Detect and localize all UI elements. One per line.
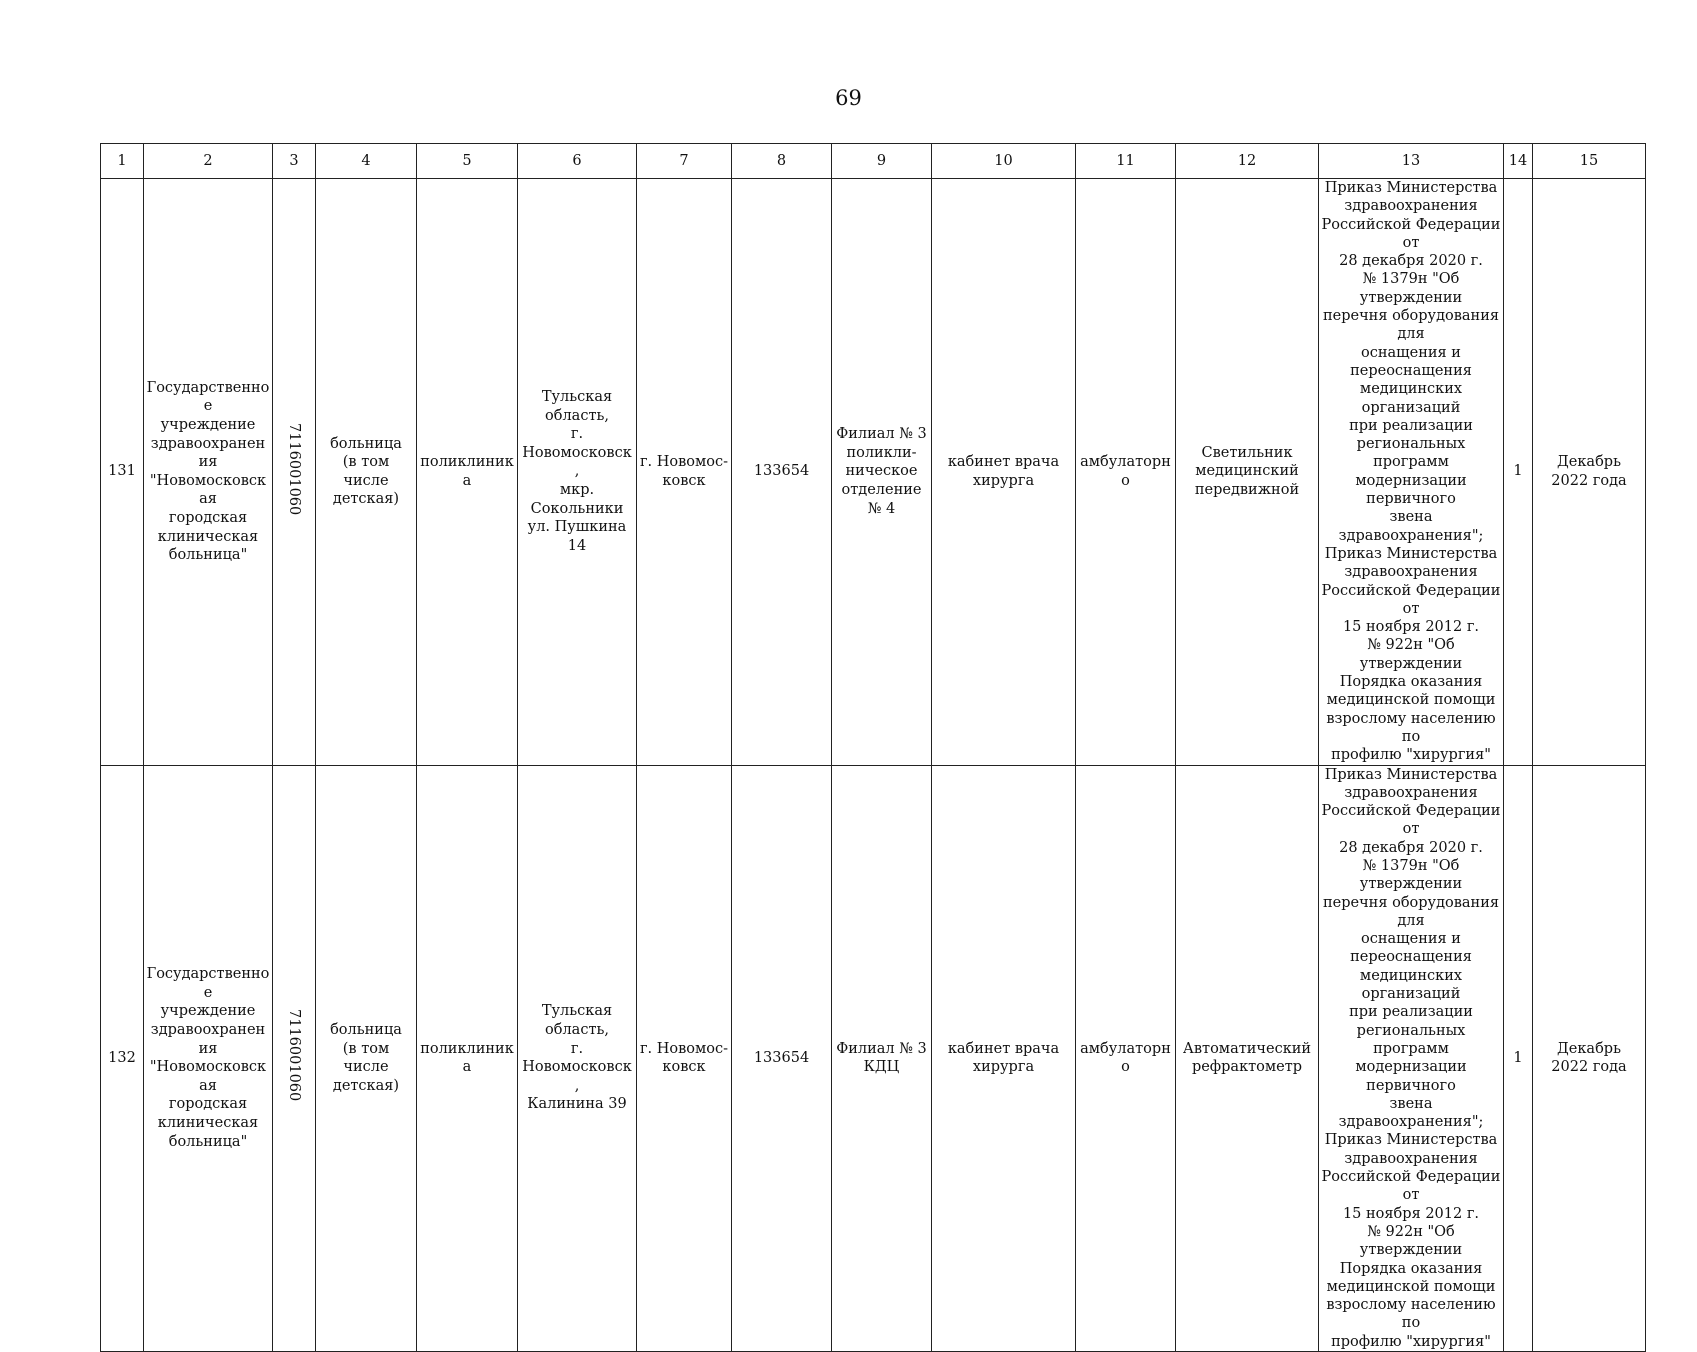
header-cell: 11: [1076, 144, 1176, 179]
header-cell: 9: [832, 144, 932, 179]
page-number: 69: [835, 86, 862, 110]
city: г. Новомос- ковск: [637, 179, 732, 766]
organization-code: 7116001060: [273, 765, 316, 1352]
equipment-table: [100, 143, 1646, 1352]
header-cell: 8: [732, 144, 832, 179]
quantity: 1: [1504, 765, 1533, 1352]
equipment-name: Автоматический рефрактометр: [1176, 765, 1319, 1352]
header-cell: 2: [144, 144, 273, 179]
table-row: [101, 765, 1646, 1352]
address: Тульская область, г. Новомосковск, мкр. Сокольники ул. Пушкина 14: [518, 179, 637, 766]
organization-name: Государственное учреждение здравоохранения "Новомосковская городская клиническая больница": [144, 179, 273, 766]
header-cell: 6: [518, 144, 637, 179]
header-cell: 4: [316, 144, 417, 179]
header-cell: 15: [1533, 144, 1646, 179]
equipment-name: Светильник медицинский передвижной: [1176, 179, 1319, 766]
row-number: 132: [101, 765, 144, 1352]
city: г. Новомос- ковск: [637, 765, 732, 1352]
care-condition: амбулаторно: [1076, 179, 1176, 766]
legal-basis: Приказ Министерства здравоохранения Российской Федерации от 28 декабря 2020 г. № 1379н "Об утверждении перечня оборудования для оснащения и переоснащения медицинских организаций при реализации региональных программ модернизации первичного звена здравоохранения"; Приказ Министерства здравоохранения Российской Федерации от 15 ноября 2012 г. № 922н "Об утверждении Порядка оказания медицинской помощи взрослому населению по профилю "хирургия": [1319, 179, 1504, 766]
header-cell: 7: [637, 144, 732, 179]
row-number: 131: [101, 179, 144, 766]
delivery-term: Декабрь 2022 года: [1533, 765, 1646, 1352]
oktmo-code: 133654: [732, 179, 832, 766]
branch: Филиал № 3 КДЦ: [832, 765, 932, 1352]
legal-basis: Приказ Министерства здравоохранения Российской Федерации от 28 декабря 2020 г. № 1379н "Об утверждении перечня оборудования для оснащения и переоснащения медицинских организаций при реализации региональных программ модернизации первичного звена здравоохранения"; Приказ Министерства здравоохранения Российской Федерации от 15 ноября 2012 г. № 922н "Об утверждении Порядка оказания медицинской помощи взрослому населению по профилю "хирургия": [1319, 765, 1504, 1352]
organization-subtype: поликлиника: [417, 179, 518, 766]
delivery-term: Декабрь 2022 года: [1533, 179, 1646, 766]
header-cell: 3: [273, 144, 316, 179]
header-cell: 13: [1319, 144, 1504, 179]
header-cell: 1: [101, 144, 144, 179]
organization-code: 7116001060: [273, 179, 316, 766]
care-condition: амбулаторно: [1076, 765, 1176, 1352]
organization-name: Государственное учреждение здравоохранения "Новомосковская городская клиническая больница": [144, 765, 273, 1352]
header-cell: 12: [1176, 144, 1319, 179]
header-row: [101, 144, 1646, 179]
address: Тульская область, г. Новомосковск, Калинина 39: [518, 765, 637, 1352]
quantity: 1: [1504, 179, 1533, 766]
room: кабинет врача хирурга: [932, 765, 1076, 1352]
header-cell: 10: [932, 144, 1076, 179]
table-row: [101, 179, 1646, 766]
branch: Филиал № 3 поликли- ническое отделение № 4: [832, 179, 932, 766]
organization-type: больница (в том числе детская): [316, 765, 417, 1352]
header-cell: 5: [417, 144, 518, 179]
room: кабинет врача хирурга: [932, 179, 1076, 766]
organization-subtype: поликлиника: [417, 765, 518, 1352]
oktmo-code: 133654: [732, 765, 832, 1352]
header-cell: 14: [1504, 144, 1533, 179]
organization-type: больница (в том числе детская): [316, 179, 417, 766]
